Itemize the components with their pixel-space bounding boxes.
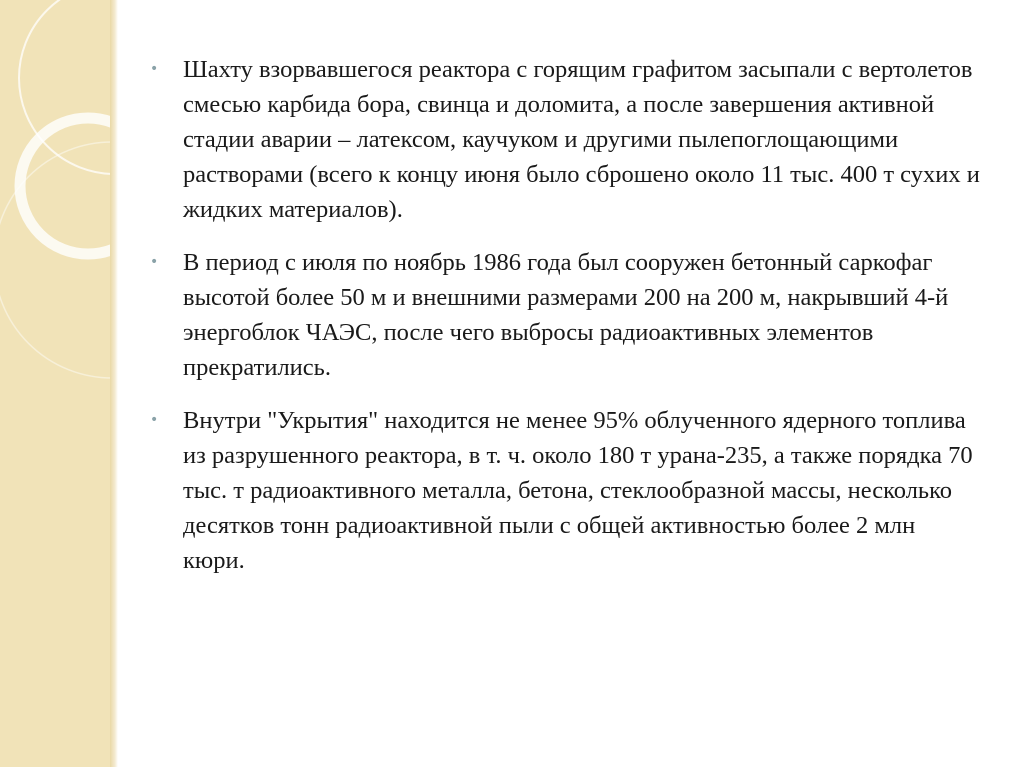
bullet-text: Шахту взорвавшегося реактора с горящим графитом засыпали с вертолетов смесью карбида бора, свинца и доломита, а после завершения активной стадии аварии – латексом, каучуком и другими пылепоглощающими растворами (всего к концу июня было сброшено около 11 тыс. 400 т сухих и жидких материалов). (183, 56, 980, 223)
bullet-text: Внутри "Укрытия" находится не менее 95% облученного ядерного топлива из разрушенного реактора, в т. ч. около 180 т урана-235, а также порядка 70 тыс. т радиоактивного металла, бетона, стеклообразной массы, несколько десятков тонн радиоактивной пыли с общей активностью более 2 млн кюри. (183, 407, 973, 574)
sidebar-edge (110, 0, 118, 767)
decorative-rings (0, 0, 112, 767)
bullet-text: В период с июля по ноябрь 1986 года был сооружен бетонный саркофаг высотой более 50 м и внешними размерами 200 на 200 м, накрывший 4-й энергоблок ЧАЭС, после чего выбросы радиоактивных элементов прекратились. (183, 249, 949, 381)
list-item (150, 245, 980, 385)
bullet-list (150, 52, 980, 596)
list-item (150, 52, 980, 227)
bullet-icon: • (150, 254, 159, 270)
bullet-icon: • (150, 61, 159, 77)
decorative-sidebar (0, 0, 112, 767)
list-item (150, 403, 980, 578)
bullet-icon: • (150, 412, 159, 428)
decorative-ring-thick (20, 118, 112, 254)
